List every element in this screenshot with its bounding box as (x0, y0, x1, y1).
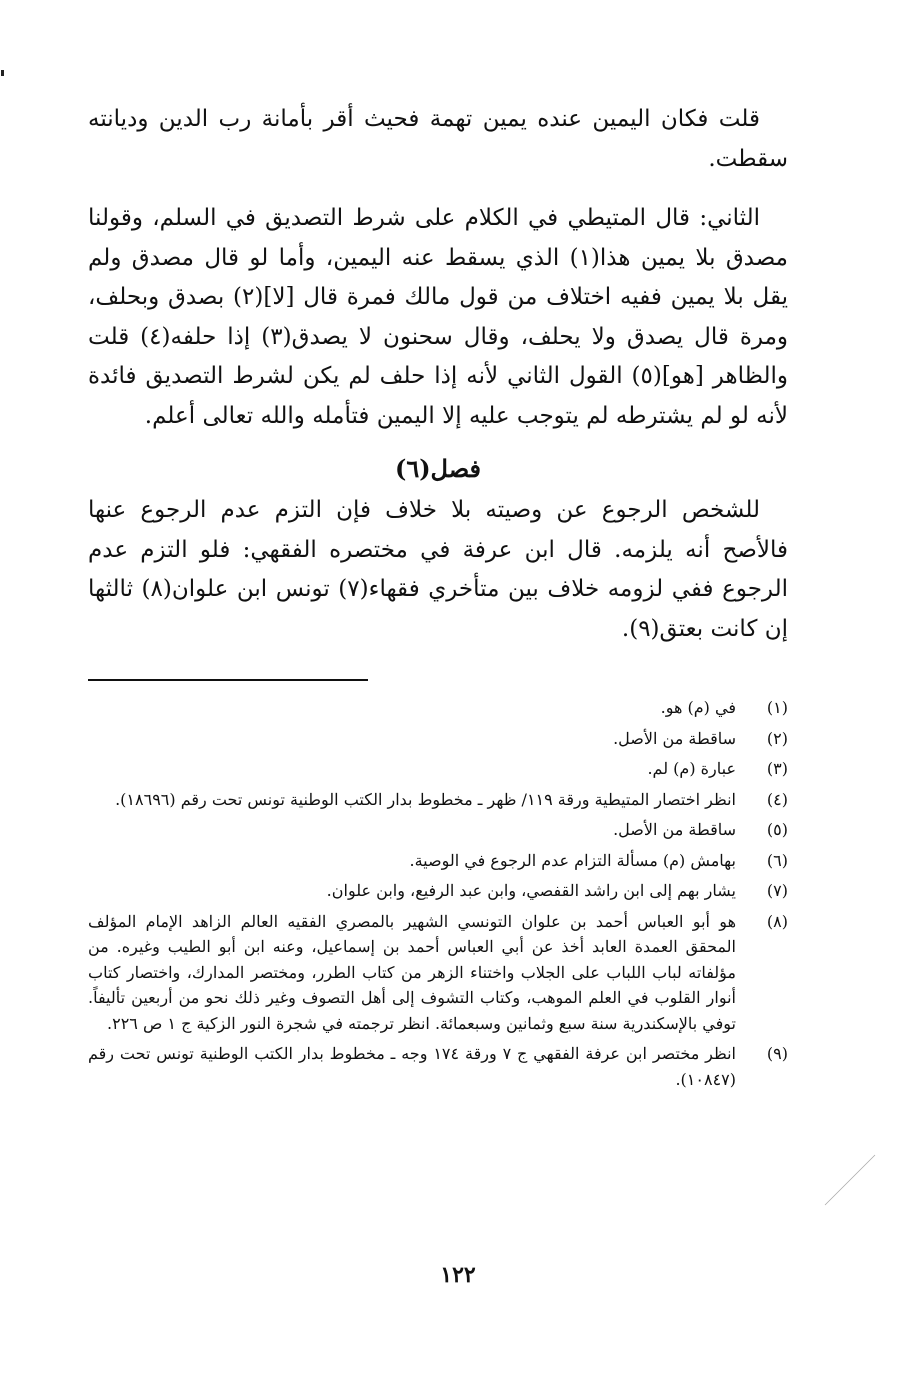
footnote-number: (٥) (766, 820, 788, 839)
footnote-item (88, 848, 788, 874)
footnote-item (88, 909, 788, 1037)
paragraph-1: قلت فكان اليمين عنده يمين تهمة فحيث أقر بأمانة رب الدين وديانته سقطت. (88, 106, 788, 172)
footnote-number: (٩) (766, 1044, 788, 1063)
footnotes (88, 695, 788, 1092)
footnote-text: انظر مختصر ابن عرفة الفقهي ج ٧ ورقة ١٧٤ وجه ـ مخطوط بدار الكتب الوطنية تونس تحت رقم (١٠٨٤٧). (88, 1044, 737, 1089)
footnote-number: (٣) (766, 759, 788, 778)
scan-speck (1, 70, 4, 76)
footnote-item (88, 878, 788, 904)
section-text (88, 491, 788, 649)
footnote-number: (٨) (766, 911, 788, 931)
footnote-number: (٦) (766, 850, 788, 870)
footnote-number: (١) (766, 698, 788, 717)
scan-scratch (820, 1150, 880, 1210)
footnote-number: (٧) (766, 881, 788, 900)
section-heading: فصل(٦) (394, 454, 482, 483)
footnote-item (88, 695, 788, 721)
footnote-text: يشار بهم إلى ابن راشد القفصي، وابن عبد الرفيع، وابن علوان. (326, 881, 736, 900)
footnote-item (88, 787, 788, 813)
footnote-separator (88, 679, 368, 681)
footnote-item (88, 1041, 788, 1092)
footnote-text: عبارة (م) لم. (647, 759, 736, 778)
footnote-item (88, 756, 788, 782)
footnote-text: انظر اختصار المتيطية ورقة ١١٩/ ظهر ـ مخطوط بدار الكتب الوطنية تونس تحت رقم (١٨٦٩٦). (115, 789, 736, 809)
footnote-item (88, 817, 788, 843)
footnote-text: ساقطة من الأصل. (613, 728, 736, 748)
page-number: ١٢٢ (440, 1262, 476, 1288)
footnote-text: ساقطة من الأصل. (613, 820, 736, 839)
section-paragraph: للشخص الرجوع عن وصيته بلا خلاف فإن التزم عدم الرجوع عنها فالأصح أنه يلزمه. قال ابن عرفة في مختصره الفقهي: فلو التزم عدم الرجوع ففي لزومه خلاف بين متأخري فقهاء(٧) تونس ابن علوان(٨) ثالثها إن كانت بعتق(٩). (88, 497, 789, 642)
footnote-text: بهامش (م) مسألة التزام عدم الرجوع في الوصية. (409, 850, 736, 870)
footnote-number: (٤) (766, 789, 788, 809)
main-text (88, 100, 788, 436)
footnote-item (88, 726, 788, 752)
footnote-number: (٢) (766, 728, 788, 748)
book-page (88, 100, 788, 1097)
paragraph-2: الثاني: قال المتيطي في الكلام على شرط التصديق في السلم، وقولنا مصدق بلا يمين هذا(١) الذي يسقط عنه اليمين، وأما لو قال مصدق ولم يقل بلا يمين ففيه اختلاف من قول مالك فمرة قال [لا](٢) بصدق وبحلف، ومرة قال يصدق ولا يحلف، وقال سحنون لا يصدق(٣) إذا حلفه(٤) قلت والظاهر [هو](٥) القول الثاني لأنه إذا حلف لم يكن لشرط التصديق فائدة لأنه لو لم يشترطه لم يتوجب عليه إلا اليمين فتأمله والله تعالى أعلم. (88, 205, 789, 429)
footnote-text: في (م) هو. (660, 698, 736, 717)
footnote-text: هو أبو العباس أحمد بن علوان التونسي الشهير بالمصري الفقيه العالم الزاهد الإمام المؤلف المحقق العمدة العابد أخذ عن أبي العباس أحمد بن إسماعيل، وعنه ابن أبو الطيب وغيره. من مؤلفاته لباب اللباب على الجلاب واختناء الزهر من كتاب الطرر، ومختصر المدارك، واختصار كتاب أنوار القلوب في العلم الموهب، وكتاب التشوف إلى أهل التصوف وغير ذلك نحو من أربعين تأليفاً. توفي بالإسكندرية سنة سبع وثمانين وسبعمائة. انظر ترجمته في شجرة النور الزكية ج ١ ص ٢٢٦. (88, 911, 736, 1033)
